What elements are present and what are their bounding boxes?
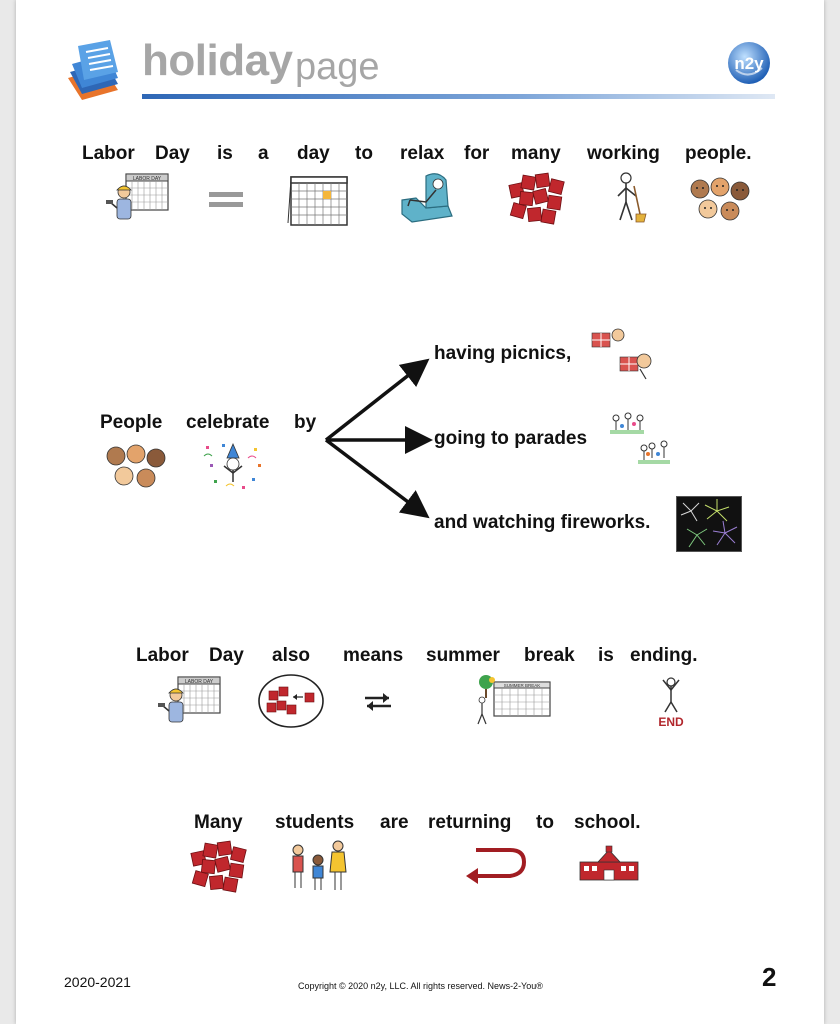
- s3-word-labor: Labor: [136, 645, 189, 666]
- students-icon: [288, 838, 352, 894]
- header-rule: [142, 94, 775, 99]
- school-icon: [576, 846, 642, 882]
- people-faces-icon: [104, 444, 168, 492]
- s4-word-to: to: [536, 812, 554, 833]
- s4-word-many: Many: [194, 812, 243, 833]
- s3-word-summer: summer: [426, 645, 500, 666]
- also-group-icon: [257, 673, 325, 729]
- page-number: 2: [762, 962, 777, 992]
- s3-word-day: Day: [209, 645, 244, 666]
- s2-word-people: People: [100, 412, 163, 433]
- s2-word-celebrate: celebrate: [186, 412, 270, 433]
- s1-word-for: for: [464, 143, 490, 164]
- returning-arrow-icon: [462, 844, 528, 886]
- page-title: holiday: [142, 36, 293, 85]
- end-icon: [651, 674, 691, 730]
- s1-word-day2: day: [297, 143, 330, 164]
- labor-day-calendar-icon: [104, 172, 170, 224]
- equals-icon: [209, 190, 243, 210]
- branch-fireworks: and watching fireworks.: [434, 512, 651, 533]
- worker-icon: [614, 170, 648, 226]
- branch-arrows: [316, 350, 446, 530]
- s1-word-many: many: [511, 143, 561, 164]
- picnic-icon: [588, 325, 656, 383]
- s3-word-is: is: [598, 645, 614, 666]
- svg-text:LABOR DAY: LABOR DAY: [184, 679, 214, 685]
- page-subtitle: page: [295, 46, 380, 88]
- calendar-day-icon: [287, 173, 349, 227]
- s2-word-by: by: [294, 412, 317, 433]
- s1-word-working: working: [587, 143, 660, 164]
- s3-word-ending: ending.: [630, 645, 698, 666]
- many-squares-icon: [506, 172, 568, 226]
- fireworks-image: [676, 496, 742, 552]
- svg-text:END: END: [658, 715, 684, 729]
- svg-text:n2y: n2y: [734, 54, 764, 73]
- s1-word-people: people.: [685, 143, 752, 164]
- s1-word-a: a: [258, 143, 269, 164]
- s4-word-school: school.: [574, 812, 641, 833]
- s1-word-to: to: [355, 143, 373, 164]
- s1-word-labor: Labor: [82, 143, 135, 164]
- s1-word-day: Day: [155, 143, 190, 164]
- parade-icon: [608, 410, 674, 468]
- s4-word-returning: returning: [428, 812, 512, 833]
- svg-text:LABOR DAY: LABOR DAY: [132, 176, 162, 182]
- relax-chair-icon: [396, 170, 456, 226]
- newspaper-stack-icon: [64, 38, 122, 104]
- summer-break-calendar-icon: [472, 674, 552, 728]
- s4-word-students: students: [275, 812, 355, 833]
- s1-word-is: is: [217, 143, 233, 164]
- celebrate-confetti-icon: [202, 440, 264, 492]
- s3-word-means: means: [343, 645, 404, 666]
- labor-day-calendar-icon: [156, 675, 222, 727]
- s3-word-also: also: [272, 645, 311, 666]
- s3-word-break: break: [524, 645, 575, 666]
- branch-parades: going to parades: [434, 428, 588, 449]
- s1-word-relax: relax: [400, 143, 445, 164]
- document-page: [16, 0, 824, 1024]
- footer-copyright: Copyright © 2020 n2y, LLC. All rights reserved. News-2-You®: [298, 981, 543, 991]
- svg-text:SUMMER BREAK: SUMMER BREAK: [503, 683, 541, 688]
- people-faces-icon: [688, 177, 752, 225]
- n2y-logo: [726, 40, 772, 86]
- branch-picnics: having picnics,: [434, 343, 572, 364]
- footer-year: 2020-2021: [64, 974, 131, 990]
- many-squares-icon: [188, 840, 250, 894]
- s4-word-are: are: [380, 812, 409, 833]
- means-arrows-icon: [363, 692, 393, 712]
